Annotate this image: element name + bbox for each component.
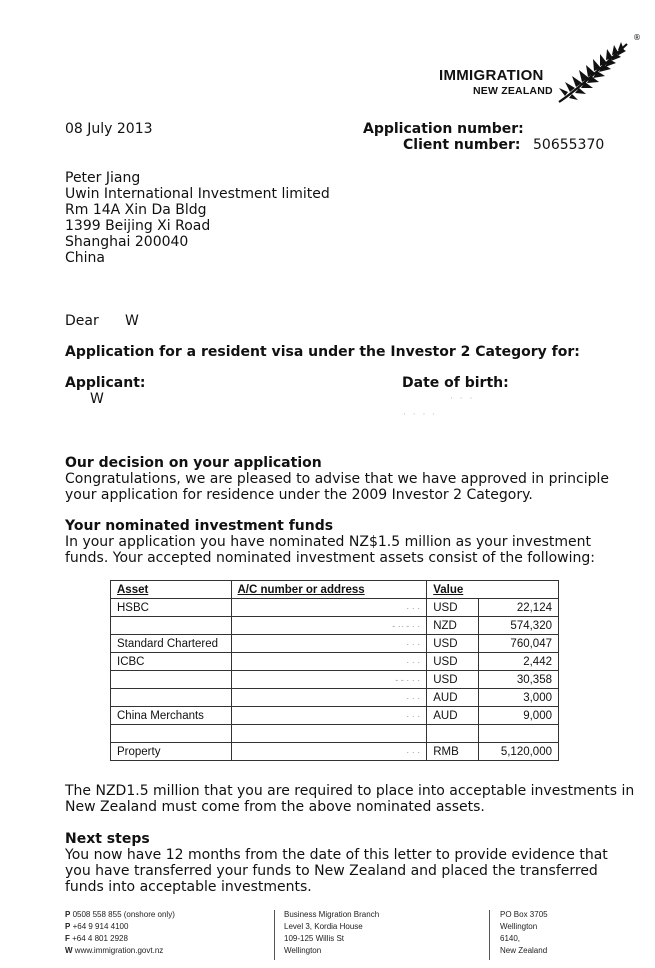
account-cell: · · ·: [231, 707, 427, 725]
address-line: Rm 14A Xin Da Bldg: [65, 202, 207, 218]
salutation: Dear: [65, 313, 99, 329]
dob-label: Date of birth:: [402, 375, 509, 391]
table-row: [111, 671, 559, 689]
client-number: 50655370: [533, 137, 605, 153]
currency-cell: NZD: [427, 617, 479, 635]
column-header-asset: Asset: [111, 581, 232, 599]
funds-heading: Your nominated investment funds: [65, 518, 334, 534]
application-number-label: Application number:: [363, 121, 524, 137]
account-cell: · · ·: [231, 689, 427, 707]
footer-website-link[interactable]: W www.immigration.govt.nz: [65, 946, 164, 955]
table-row: [111, 725, 559, 743]
footer-divider: [489, 910, 490, 960]
footer-line: 109-125 Willis St: [284, 934, 345, 943]
decision-heading: Our decision on your application: [65, 455, 322, 471]
address-line: Shanghai 200040: [65, 234, 189, 250]
table-header-row: [111, 581, 559, 599]
footer-line: Wellington: [500, 922, 538, 931]
asset-cell: Property: [111, 743, 232, 761]
amount-cell: 9,000: [479, 707, 559, 725]
next-steps-text: You now have 12 months from the date of this letter to provide evidence that: [65, 847, 608, 863]
currency-cell: USD: [427, 635, 479, 653]
footer-divider: [274, 910, 275, 960]
footer-line: Business Migration Branch: [284, 910, 380, 919]
footer-line: New Zealand: [500, 946, 548, 955]
applicant-name: W: [90, 391, 104, 407]
asset-cell: China Merchants: [111, 707, 232, 725]
logo-subtitle: NEW ZEALAND: [473, 85, 553, 97]
asset-cell: HSBC: [111, 599, 232, 617]
footer-line: 6140,: [500, 934, 521, 943]
account-cell: - - · · ·: [231, 671, 427, 689]
redaction-mark: · · ·: [450, 394, 475, 404]
next-steps-heading: Next steps: [65, 831, 150, 847]
account-cell: [231, 725, 427, 743]
footer-line: P 0508 558 855 (onshore only): [65, 910, 175, 919]
address-line: China: [65, 250, 105, 266]
table-row: [111, 599, 559, 617]
decision-text: your application for residence under the 2009 Investor 2 Category.: [65, 487, 533, 503]
account-cell: · · ·: [231, 635, 427, 653]
table-row: [111, 617, 559, 635]
footer-line: Wellington: [284, 946, 322, 955]
investment-assets-table: [110, 580, 559, 761]
client-number-label: Client number:: [403, 137, 521, 153]
amount-cell: 2,442: [479, 653, 559, 671]
account-cell: · · ·: [231, 743, 427, 761]
amount-cell: 30,358: [479, 671, 559, 689]
letter-date: 08 July 2013: [65, 121, 153, 137]
decision-text: Congratulations, we are pleased to advise that we have approved in principle: [65, 471, 609, 487]
requirement-text: New Zealand must come from the above nominated assets.: [65, 799, 485, 815]
currency-cell: USD: [427, 671, 479, 689]
amount-cell: 5,120,000: [479, 743, 559, 761]
column-header-value: Value: [427, 581, 559, 599]
currency-cell: AUD: [427, 707, 479, 725]
address-line: 1399 Beijing Xi Road: [65, 218, 211, 234]
footer-contact: [65, 909, 175, 957]
asset-cell: [111, 689, 232, 707]
amount-cell: [479, 725, 559, 743]
funds-text: In your application you have nominated NZ$1.5 million as your investment: [65, 534, 591, 550]
silver-fern-icon: [555, 38, 633, 106]
address-line: Uwin International Investment limited: [65, 186, 330, 202]
salutation-name: W: [125, 313, 139, 329]
column-header-account: A/C number or address: [231, 581, 427, 599]
amount-cell: 3,000: [479, 689, 559, 707]
next-steps-text: you have transferred your funds to New Zealand and placed the transferred: [65, 863, 598, 879]
footer-line: Level 3, Kordia House: [284, 922, 363, 931]
logo-title: IMMIGRATION: [439, 67, 544, 84]
funds-text: funds. Your accepted nominated investment assets consist of the following:: [65, 550, 595, 566]
asset-cell: Standard Chartered: [111, 635, 232, 653]
table-row: [111, 635, 559, 653]
asset-cell: [111, 617, 232, 635]
next-steps-text: funds into acceptable investments.: [65, 879, 312, 895]
registered-mark: ®: [633, 33, 641, 42]
amount-cell: 574,320: [479, 617, 559, 635]
footer-line: P +64 9 914 4100: [65, 922, 129, 931]
table-row: [111, 707, 559, 725]
footer-branch-address: [284, 909, 379, 957]
currency-cell: AUD: [427, 689, 479, 707]
asset-cell: [111, 725, 232, 743]
amount-cell: 22,124: [479, 599, 559, 617]
table-row: [111, 653, 559, 671]
currency-cell: RMB: [427, 743, 479, 761]
account-cell: · · ·: [231, 599, 427, 617]
table-row: [111, 743, 559, 761]
footer-line: F +64 4 801 2928: [65, 934, 128, 943]
currency-cell: USD: [427, 653, 479, 671]
asset-cell: [111, 671, 232, 689]
account-cell: - ·· - · ·: [231, 617, 427, 635]
account-cell: · · ·: [231, 653, 427, 671]
currency-cell: USD: [427, 599, 479, 617]
footer-postal-address: [500, 909, 548, 957]
subject-line: Application for a resident visa under the Investor 2 Category for:: [65, 344, 580, 360]
amount-cell: 760,047: [479, 635, 559, 653]
redaction-mark: · · · ·: [403, 410, 438, 420]
currency-cell: [427, 725, 479, 743]
address-line: Peter Jiang: [65, 170, 141, 186]
table-row: [111, 689, 559, 707]
requirement-text: The NZD1.5 million that you are required to place into acceptable investments in: [65, 783, 635, 799]
asset-cell: ICBC: [111, 653, 232, 671]
applicant-label: Applicant:: [65, 375, 146, 391]
footer-line: PO Box 3705: [500, 910, 548, 919]
